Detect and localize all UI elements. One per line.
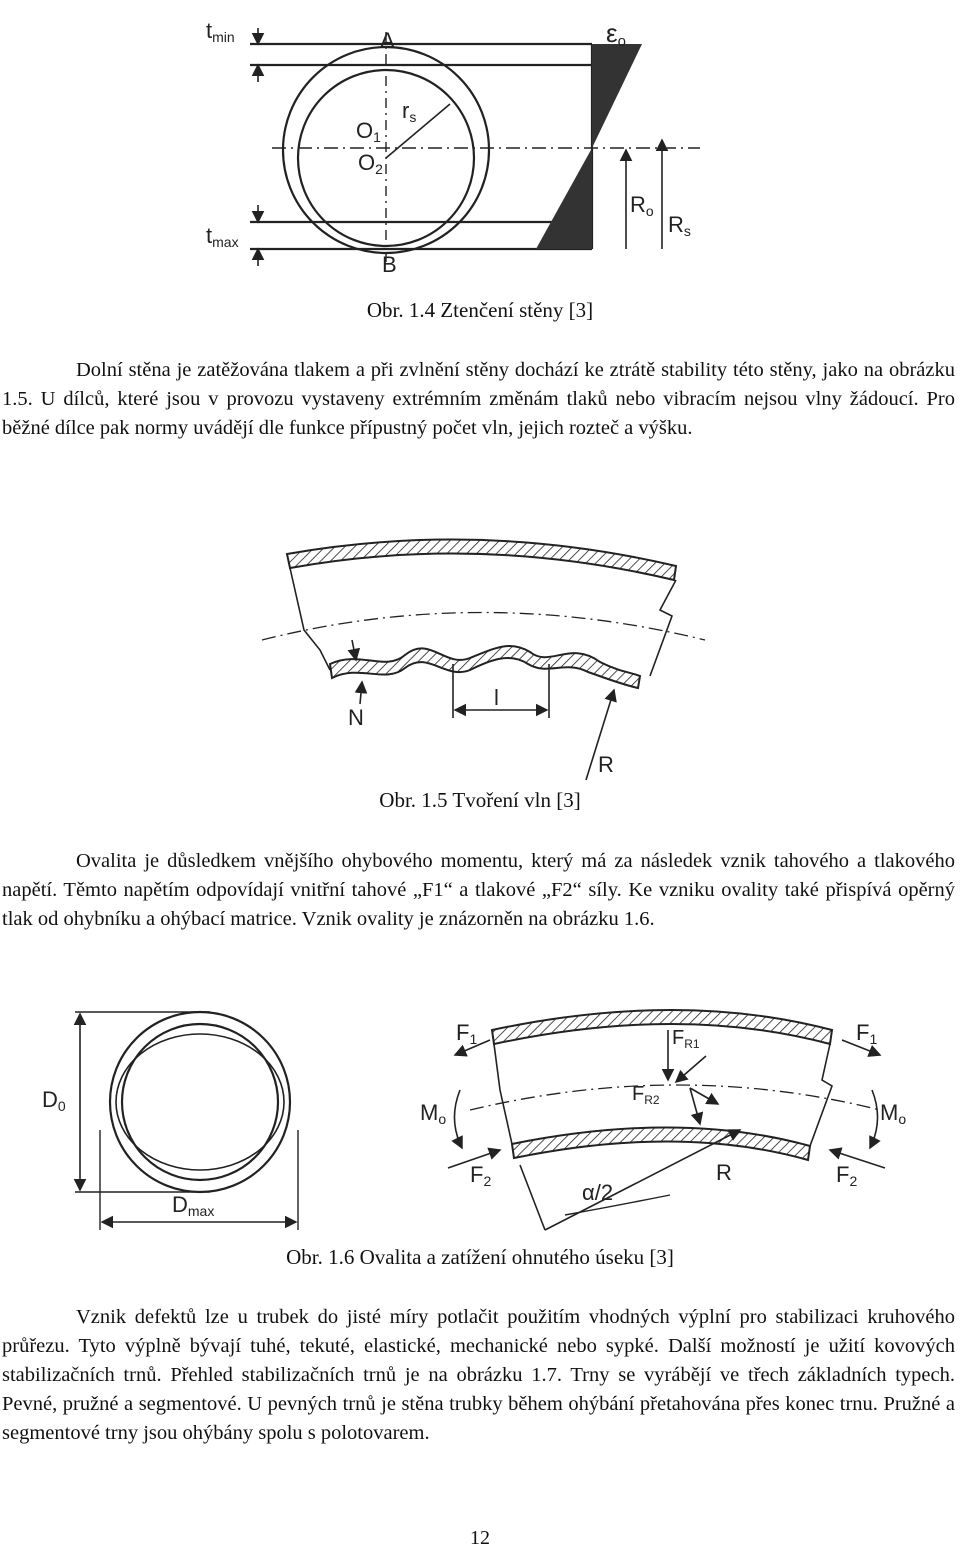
page-number: 12 <box>470 1527 490 1549</box>
figure-ovality-loading <box>30 995 930 1240</box>
label-o2: O2 <box>358 150 383 177</box>
label-ro: Ro <box>630 192 654 219</box>
compression-strain-area <box>536 148 592 249</box>
figure-caption-1-5: Obr. 1.5 Tvoření vln [3] <box>379 788 581 812</box>
bend-outer-wall <box>492 1010 832 1044</box>
label-f1-right: F1 <box>856 1020 878 1047</box>
label-f2-right: F2 <box>836 1162 858 1189</box>
label-point-b: B <box>382 252 397 277</box>
paragraph-1: Dolní stěna je zatěžována tlakem a při zvlnění stěny dochází ke ztrátě stability této stěny, jako na obrázku 1.5. U dílců, které jsou v provozu vystaveny extrémním změnám tlaků nebo vibracím nejsou vlny žádoucí. Pro běžné dílce pak normy uvádějí dle funkce přípustný počet vln, jejich rozteč a výšku. <box>2 359 955 439</box>
label-mo-right: Mo <box>880 1100 907 1127</box>
label-l: l <box>494 685 499 710</box>
label-tmin: tmin <box>206 18 235 45</box>
label-rs: rs <box>402 98 417 125</box>
label-dmax: Dmax <box>172 1192 215 1219</box>
bend-inner-wall <box>512 1127 810 1160</box>
label-point-a: A <box>380 28 395 53</box>
label-rs-large: Rs <box>668 212 691 239</box>
label-epsilon: εo <box>606 18 626 50</box>
tension-strain-area <box>592 44 642 148</box>
label-fr1: $F_{R1}$ <box>672 1027 700 1051</box>
label-mo-left: Mo <box>420 1100 447 1127</box>
figure-wall-thinning <box>190 10 720 285</box>
label-o1: O1 <box>356 118 381 145</box>
label-f2-left: F2 <box>470 1162 492 1189</box>
label-f1-left: F1 <box>456 1020 478 1047</box>
label-n: N <box>348 705 364 730</box>
paragraph-3: Vznik defektů lze u trubek do jisté míry potlačit použitím vhodných výplní pro stabilizaci kruhového průřezu. Tyto výplně bývají tuhé, tekuté, elastické, mechanické nebo sypké. Další možností je užití kovových stabilizačních trnů. Přehled stabilizačních trnů je na obrázku 1.7. Trny se vyrábějí ve třech základních typech. Pevné, pružné a segmentové. U pevných trnů je stěna trubky během ohýbání přetahována přes konec trnu. Pružné a segmentové trny jsou ohýbány spolu s polotovarem. <box>2 1306 955 1444</box>
paragraph-2: Ovalita je důsledkem vnějšího ohybového momentu, který má za následek vznik tahového a tlakového napětí. Těmto napětím odpovídají vnitřní tahové „F1“ a tlakové „F2“ síly. Ke vzniku ovality také přispívá opěrný tlak od ohybníku a ohýbací matrice. Vznik ovality je znázorněn na obrázku 1.6. <box>2 850 955 930</box>
oval-deformed <box>116 1034 284 1170</box>
figure-caption-1-6: Obr. 1.6 Ovalita a zatížení ohnutého úseku [3] <box>286 1245 674 1269</box>
label-r: R <box>598 752 614 777</box>
figure-wave-formation <box>250 535 720 785</box>
label-tmax: tmax <box>206 223 239 250</box>
label-fr2: $F_{R2}$ <box>632 1083 660 1107</box>
label-r-bend: R <box>716 1160 732 1185</box>
label-alpha: α/2 <box>582 1180 614 1205</box>
label-d0: D0 <box>42 1087 66 1114</box>
outer-wall <box>287 540 676 580</box>
inner-wavy-wall <box>330 646 640 688</box>
figure-caption-1-4: Obr. 1.4 Ztenčení stěny [3] <box>366 298 594 322</box>
oval-inner <box>122 1024 278 1180</box>
oval-outer <box>110 1012 290 1192</box>
